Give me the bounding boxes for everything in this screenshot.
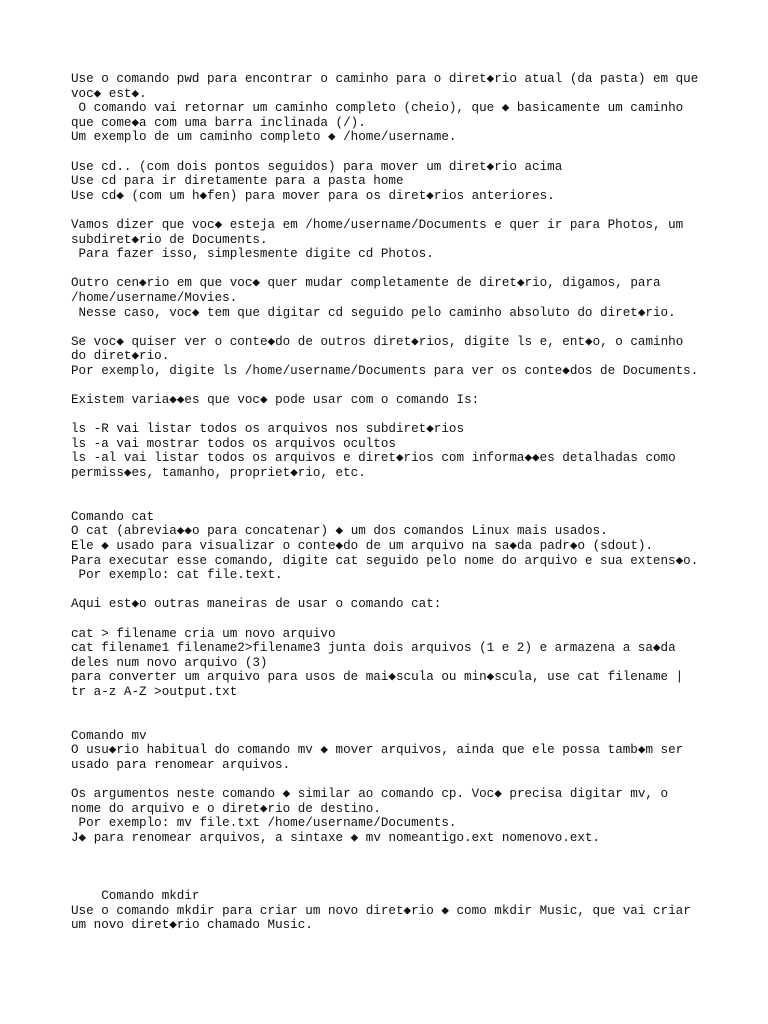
text-line: cat > filename cria um novo arquivo <box>71 626 336 641</box>
text-line: Por exemplo: cat file.text. <box>71 568 283 583</box>
text-line: Comando mv <box>71 728 147 743</box>
text-line: Use o comando pwd para encontrar o caminho para o diret◆rio atual (da pasta) em que <box>71 72 699 86</box>
text-line: subdiret◆rio de Documents. <box>71 232 268 247</box>
blank-line <box>71 583 731 598</box>
text-line: Os argumentos neste comando ◆ similar ao comando cp. Voc◆ precisa digitar mv, o <box>71 787 669 802</box>
text-line: Existem varia◆◆es que voc◆ pode usar com o comando Is: <box>71 393 480 408</box>
blank-line <box>71 408 731 423</box>
text-line: Nesse caso, voc◆ tem que digitar cd seguido pelo caminho absoluto do diret◆rio. <box>71 305 676 320</box>
text-line: Use cd◆ (com um h◆fen) para mover para os diret◆rios anteriores. <box>71 188 555 203</box>
blank-line <box>71 145 731 160</box>
text-line: voc◆ est◆. <box>71 86 147 101</box>
text-line: Por exemplo: mv file.txt /home/username/Documents. <box>71 816 457 831</box>
text-line: um novo diret◆rio chamado Music. <box>71 918 313 933</box>
text-line: do diret◆rio. <box>71 349 170 364</box>
blank-line <box>71 714 731 729</box>
text-line: /home/username/Movies. <box>71 290 238 305</box>
text-line: O comando vai retornar um caminho completo (cheio), que ◆ basicamente um caminho <box>71 101 684 116</box>
blank-line <box>71 495 731 510</box>
text-line: ls -R vai listar todos os arquivos nos subdiret◆rios <box>71 422 465 437</box>
text-line: Por exemplo, digite ls /home/username/Documents para ver os conte◆dos de Documents. <box>71 363 699 378</box>
blank-line <box>71 773 731 788</box>
blank-line <box>71 481 731 496</box>
text-line: tr a-z A-Z >output.txt <box>71 684 238 699</box>
text-line: usado para renomear arquivos. <box>71 757 291 772</box>
text-line: J◆ para renomear arquivos, a sintaxe ◆ mv nomeantigo.ext nomenovo.ext. <box>71 830 601 845</box>
text-line: Comando cat <box>71 509 155 524</box>
text-line: Ele ◆ usado para visualizar o conte◆do de um arquivo na sa◆da padr◆o (sdout). <box>71 539 654 553</box>
text-line: O usu◆rio habitual do comando mv ◆ mover arquivos, ainda que ele possa tamb◆m ser <box>71 743 684 758</box>
text-line: deles num novo arquivo (3) <box>71 655 268 670</box>
text-line: Vamos dizer que voc◆ esteja em /home/username/Documents e quer ir para Photos, um <box>71 217 684 232</box>
text-line: O cat (abrevia◆◆o para concatenar) ◆ um dos comandos Linux mais usados. <box>71 524 608 539</box>
text-line: Use o comando mkdir para criar um novo diret◆rio ◆ como mkdir Music, que vai criar <box>71 903 691 918</box>
text-line: Outro cen◆rio em que voc◆ quer mudar completamente de diret◆rio, digamos, para <box>71 276 661 291</box>
blank-line <box>71 860 731 875</box>
blank-line <box>71 378 731 393</box>
text-line: Se voc◆ quiser ver o conte◆do de outros diret◆rios, digite ls e, ent◆o, o caminho <box>71 334 684 349</box>
text-line: Comando mkdir <box>71 889 200 904</box>
text-line: Use cd para ir diretamente para a pasta home <box>71 174 404 189</box>
blank-line <box>71 875 731 890</box>
text-line: Use cd.. (com dois pontos seguidos) para mover um diret◆rio acima <box>71 159 563 174</box>
blank-line <box>71 320 731 335</box>
text-line: ls -a vai mostrar todos os arquivos ocultos <box>71 436 396 451</box>
document-body <box>71 72 731 933</box>
text-line: Para fazer isso, simplesmente digite cd Photos. <box>71 247 434 262</box>
text-line: ls -al vai listar todos os arquivos e diret◆rios com informa◆◆es detalhadas como <box>71 451 676 466</box>
blank-line <box>71 203 731 218</box>
text-line: Para executar esse comando, digite cat seguido pelo nome do arquivo e sua extens◆o. <box>71 553 699 568</box>
text-line: que come◆a com uma barra inclinada (/). <box>71 115 366 130</box>
text-line: permiss◆es, tamanho, propriet◆rio, etc. <box>71 466 366 481</box>
blank-line <box>71 700 731 715</box>
text-line: Um exemplo de um caminho completo ◆ /home/username. <box>71 130 457 145</box>
blank-line <box>71 612 731 627</box>
blank-line <box>71 262 731 277</box>
text-line: nome do arquivo e o diret◆rio de destino. <box>71 801 381 816</box>
blank-line <box>71 845 731 860</box>
text-line: para converter um arquivo para usos de mai◆scula ou min◆scula, use cat filename | <box>71 670 684 685</box>
text-line: Aqui est◆o outras maneiras de usar o comando cat: <box>71 597 442 612</box>
text-line: cat filename1 filename2>filename3 junta dois arquivos (1 e 2) e armazena a sa◆da <box>71 641 676 656</box>
